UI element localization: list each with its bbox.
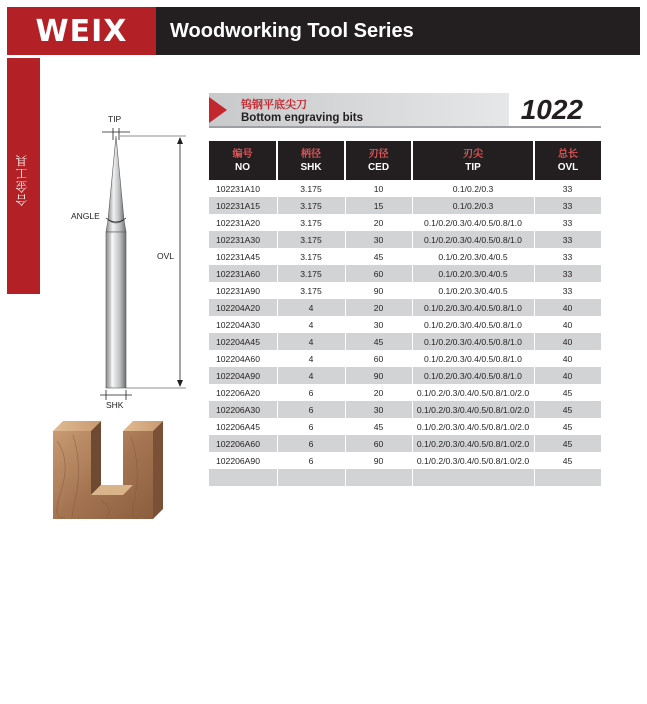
cell-no: 102206A60: [209, 435, 277, 452]
table-row: [209, 350, 601, 367]
cell-shk: 3.175: [277, 180, 345, 197]
col-header-shk: 柄径 SHK: [277, 141, 345, 180]
cell-shk: 3.175: [277, 197, 345, 214]
empty-cell: [209, 469, 277, 486]
cell-tip: 0.1/0.2/0.3/0.4/0.5: [412, 265, 534, 282]
cell-ced: 45: [345, 333, 412, 350]
cell-ced: 20: [345, 214, 412, 231]
cell-tip: 0.1/0.2/0.3/0.4/0.5/0.8/1.0: [412, 299, 534, 316]
side-tab-label: 合金工具: [15, 154, 29, 206]
cell-tip: 0.1/0.2/0.3/0.4/0.5/0.8/1.0: [412, 333, 534, 350]
cell-tip: 0.1/0.2/0.3/0.4/0.5/0.8/1.0/2.0: [412, 401, 534, 418]
cell-shk: 3.175: [277, 282, 345, 299]
table-row: [209, 299, 601, 316]
title-underline: [209, 126, 601, 128]
triangle-marker-icon: [209, 97, 227, 123]
cell-ovl: 33: [534, 282, 601, 299]
angle-label: ANGLE: [71, 211, 100, 221]
cell-ced: 20: [345, 299, 412, 316]
cell-ced: 90: [345, 282, 412, 299]
cell-shk: 6: [277, 435, 345, 452]
cell-ovl: 33: [534, 180, 601, 197]
table-row: [209, 435, 601, 452]
wood-profile-image: [53, 421, 163, 519]
engraving-bit-icon: [62, 110, 202, 410]
cell-ovl: 40: [534, 316, 601, 333]
cell-shk: 6: [277, 452, 345, 469]
cell-no: 102204A90: [209, 367, 277, 384]
cell-tip: 0.1/0.2/0.3/0.4/0.5/0.8/1.0/2.0: [412, 384, 534, 401]
cell-no: 102206A90: [209, 452, 277, 469]
side-category-tab: [7, 58, 40, 294]
tool-drawing: [62, 110, 202, 410]
cell-no: 102231A30: [209, 231, 277, 248]
cell-shk: 4: [277, 367, 345, 384]
cell-ced: 10: [345, 180, 412, 197]
col-header-no: 编号 NO: [209, 141, 277, 180]
cell-no: 102231A60: [209, 265, 277, 282]
cell-shk: 4: [277, 333, 345, 350]
cell-no: 102231A45: [209, 248, 277, 265]
cell-shk: 3.175: [277, 265, 345, 282]
cell-no: 102204A60: [209, 350, 277, 367]
page-header: [7, 7, 640, 55]
cell-ced: 90: [345, 367, 412, 384]
cell-no: 102231A10: [209, 180, 277, 197]
cell-no: 102206A20: [209, 384, 277, 401]
table-row: [209, 316, 601, 333]
cell-tip: 0.1/0.2/0.3/0.4/0.5/0.8/1.0/2.0: [412, 418, 534, 435]
cell-ovl: 45: [534, 452, 601, 469]
cell-shk: 6: [277, 401, 345, 418]
product-spec-table: [209, 141, 602, 486]
cell-no: 102231A20: [209, 214, 277, 231]
table-row: [209, 265, 601, 282]
cell-ovl: 40: [534, 367, 601, 384]
cell-shk: 3.175: [277, 231, 345, 248]
cell-no: 102231A90: [209, 282, 277, 299]
table-row: [209, 401, 601, 418]
ovl-label: OVL: [157, 251, 175, 261]
cell-ovl: 33: [534, 248, 601, 265]
table-row: [209, 197, 601, 214]
cell-tip: 0.1/0.2/0.3/0.4/0.5/0.8/1.0: [412, 316, 534, 333]
table-header-row: [209, 141, 601, 180]
cell-ovl: 45: [534, 435, 601, 452]
cell-ovl: 40: [534, 299, 601, 316]
table-row: [209, 452, 601, 469]
cell-ced: 45: [345, 248, 412, 265]
cell-no: 102204A20: [209, 299, 277, 316]
cell-ced: 60: [345, 350, 412, 367]
cell-ced: 60: [345, 265, 412, 282]
cell-ced: 30: [345, 316, 412, 333]
cell-ced: 20: [345, 384, 412, 401]
cell-shk: 3.175: [277, 248, 345, 265]
product-code: 1022: [520, 94, 583, 125]
cell-tip: 0.1/0.2/0.3/0.4/0.5/0.8/1.0/2.0: [412, 435, 534, 452]
cell-ced: 30: [345, 401, 412, 418]
table-row: [209, 214, 601, 231]
cell-ovl: 45: [534, 384, 601, 401]
cell-tip: 0.1/0.2/0.3/0.4/0.5/0.8/1.0: [412, 367, 534, 384]
product-title-bar: [209, 93, 601, 128]
table-row: [209, 367, 601, 384]
cell-tip: 0.1/0.2/0.3/0.4/0.5: [412, 248, 534, 265]
product-name-en: Bottom engraving bits: [241, 112, 364, 124]
tip-label: TIP: [108, 114, 122, 124]
col-header-ovl: 总长 OVL: [534, 141, 601, 180]
cell-tip: 0.1/0.2/0.3: [412, 180, 534, 197]
cell-tip: 0.1/0.2/0.3/0.4/0.5/0.8/1.0: [412, 350, 534, 367]
table-row: [209, 282, 601, 299]
series-title: Woodworking Tool Series: [170, 20, 414, 42]
cell-no: 102231A15: [209, 197, 277, 214]
cell-tip: 0.1/0.2/0.3/0.4/0.5/0.8/1.0/2.0: [412, 452, 534, 469]
cell-ovl: 33: [534, 231, 601, 248]
cell-ced: 45: [345, 418, 412, 435]
wood-groove-icon: [53, 421, 163, 519]
cell-ovl: 45: [534, 401, 601, 418]
shk-label: SHK: [106, 400, 124, 410]
cell-ced: 15: [345, 197, 412, 214]
table-row: [209, 333, 601, 350]
cell-tip: 0.1/0.2/0.3/0.4/0.5/0.8/1.0: [412, 214, 534, 231]
empty-cell: [412, 469, 534, 486]
cell-ovl: 40: [534, 350, 601, 367]
table-row: [209, 180, 601, 197]
cell-ovl: 45: [534, 418, 601, 435]
col-header-tip: 刃尖 TIP: [412, 141, 534, 180]
cell-shk: 4: [277, 299, 345, 316]
cell-no: 102204A45: [209, 333, 277, 350]
cell-ovl: 40: [534, 333, 601, 350]
table-row: [209, 248, 601, 265]
cell-ovl: 33: [534, 214, 601, 231]
empty-cell: [534, 469, 601, 486]
cell-ovl: 33: [534, 197, 601, 214]
empty-cell: [277, 469, 345, 486]
table-body: [209, 180, 601, 486]
table-row: [209, 418, 601, 435]
cell-ced: 90: [345, 452, 412, 469]
cell-shk: 6: [277, 384, 345, 401]
table-row: [209, 384, 601, 401]
cell-tip: 0.1/0.2/0.3/0.4/0.5/0.8/1.0: [412, 231, 534, 248]
cell-shk: 6: [277, 418, 345, 435]
cell-no: 102204A30: [209, 316, 277, 333]
product-name-cn: 钨钢平底尖刀: [241, 99, 307, 111]
cell-ced: 60: [345, 435, 412, 452]
cell-shk: 4: [277, 316, 345, 333]
cell-tip: 0.1/0.2/0.3/0.4/0.5: [412, 282, 534, 299]
cell-shk: 3.175: [277, 214, 345, 231]
table-row-empty: [209, 469, 601, 486]
cell-ovl: 33: [534, 265, 601, 282]
brand-logo: WEIX: [7, 7, 156, 55]
cell-no: 102206A30: [209, 401, 277, 418]
cell-shk: 4: [277, 350, 345, 367]
empty-cell: [345, 469, 412, 486]
col-header-ced: 刃径 CED: [345, 141, 412, 180]
cell-no: 102206A45: [209, 418, 277, 435]
cell-ced: 30: [345, 231, 412, 248]
cell-tip: 0.1/0.2/0.3: [412, 197, 534, 214]
table-row: [209, 231, 601, 248]
